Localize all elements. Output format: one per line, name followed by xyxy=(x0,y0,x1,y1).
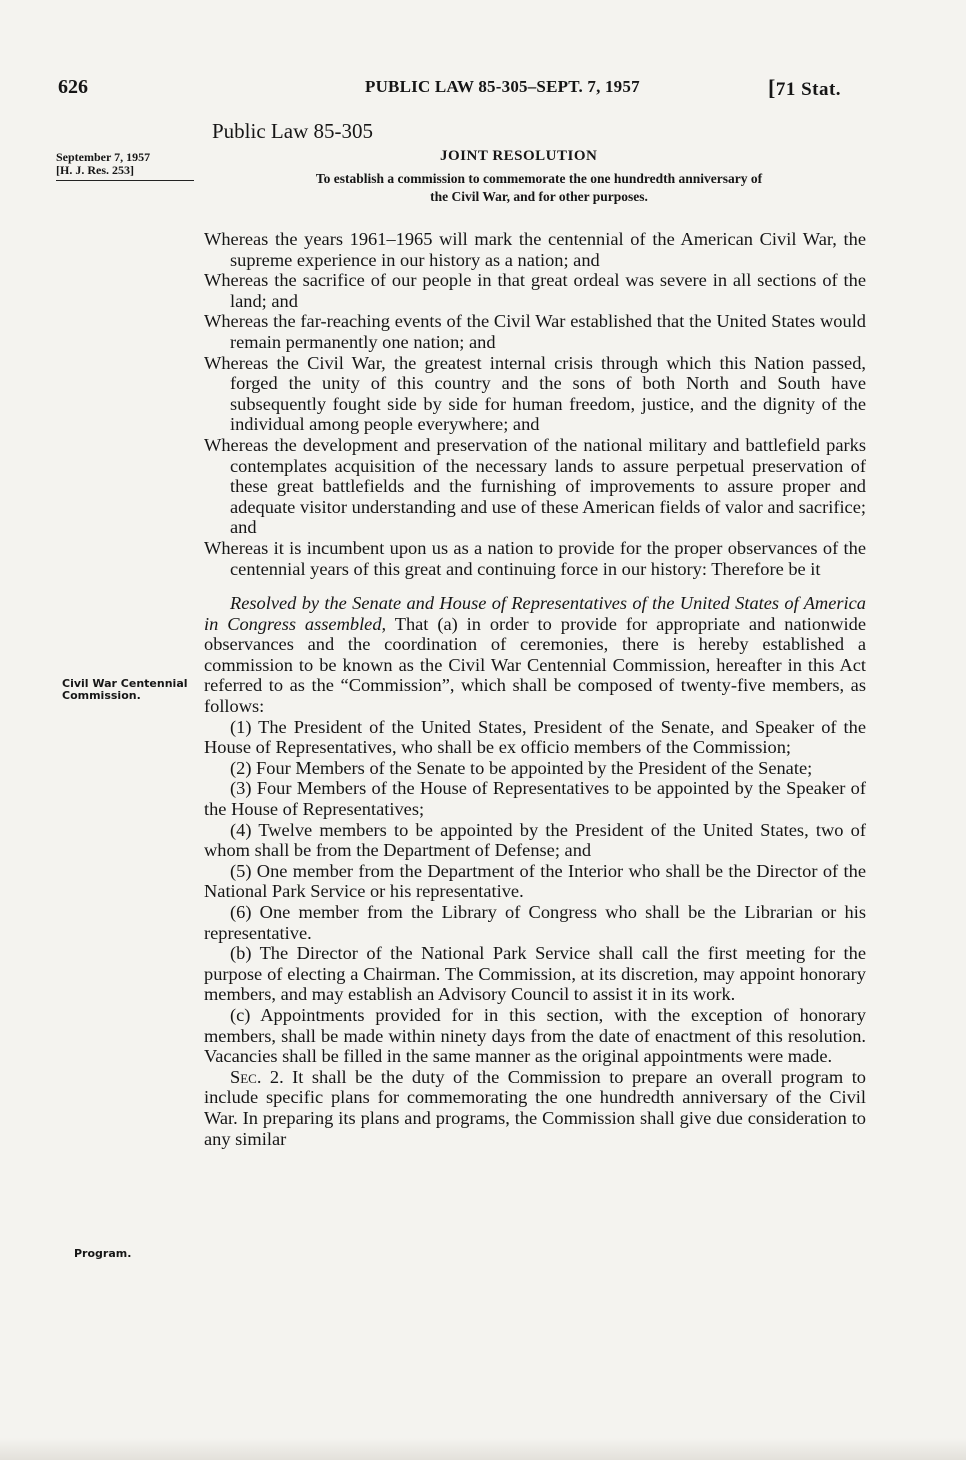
enactment-date: September 7, 1957 xyxy=(56,150,151,164)
purpose-line: To establish a commission to commemorate the one hundredth anniversary of xyxy=(315,171,763,186)
purpose-line: the Civil War, and for other purposes. xyxy=(430,189,648,204)
whereas-clause: Whereas the far-reaching events of the Civil War established that the United States would remain permanently one nation; and xyxy=(204,311,866,352)
section-label: Sec. 2. xyxy=(230,1066,284,1087)
paragraph: (4) Twelve members to be appointed by the President of the United States, two of whom shall be from the Department of Defense; and xyxy=(204,819,866,861)
paragraph: (3) Four Members of the House of Representatives to be appointed by the Speaker of the House of Representatives; xyxy=(204,778,866,820)
statute-reference-text: 71 Stat. xyxy=(775,79,842,100)
bill-number: [H. J. Res. 253] xyxy=(56,163,134,177)
enactment-note xyxy=(56,151,194,181)
purpose-clause xyxy=(208,170,870,206)
section-2 xyxy=(204,1067,866,1149)
page-number: 626 xyxy=(58,76,88,98)
resolution-body xyxy=(204,229,866,1149)
margin-note-civil-war-commission: Civil War Centennial Commission. xyxy=(62,677,188,702)
whereas-clause: Whereas the Civil War, the greatest internal crisis through which this Nation passed, forged the unity of this country and the sons of both North and South have subsequently fought side by side for human freedom, justice, and the dignity of the individual among people everywhere; and xyxy=(204,352,866,435)
statute-bracket: [ xyxy=(768,75,776,100)
whereas-clause: Whereas it is incumbent upon us as a nation to provide for the proper observances of the centennial years of this great and continuing force in our history: Therefore be it xyxy=(204,537,866,579)
statute-reference xyxy=(768,75,841,101)
law-title: Public Law 85-305 xyxy=(212,119,373,143)
divider xyxy=(56,180,194,181)
resolving-text: That (a) in order to provide for appropriate and nationwide observances and the coordination of ceremonies, there is hereby established a commission to be known as the Civil War Centennial Commission, hereafter in this Act referred to as the “Commission”, which shall be composed of twenty-five members, as follows: xyxy=(204,613,866,717)
paragraph: (1) The President of the United States, President of the Senate, and Speaker of the House of Representatives, who shall be ex officio members of the Commission; xyxy=(204,716,866,758)
whereas-clause: Whereas the years 1961–1965 will mark the centennial of the American Civil War, the supreme experience in our history as a nation; and xyxy=(204,229,866,270)
section-text: It shall be the duty of the Commission to prepare an overall program to include specific plans for commemorating the one hundredth anniversary of the Civil War. In preparing its plans and programs, the Commission shall give due consideration to any similar xyxy=(204,1066,867,1149)
paragraph: (6) One member from the Library of Congress who shall be the Librarian or his representative. xyxy=(204,902,866,943)
whereas-clause: Whereas the development and preservation of the national military and battlefield parks contemplates acquisition of the necessary lands to assure perpetual preservation of these great battlefields and the furnishing of improvements to assure proper and adequate visitor understanding and use of these American fields of valor and sacrifice; and xyxy=(204,434,866,538)
scan-edge xyxy=(0,1438,966,1460)
joint-resolution-heading: JOINT RESOLUTION xyxy=(440,148,598,164)
paragraph: (2) Four Members of the Senate to be appointed by the President of the Senate; xyxy=(230,757,813,778)
paragraph: (5) One member from the Department of the Interior who shall be the Director of the National Park Service or his representative. xyxy=(204,860,866,902)
resolving-clause xyxy=(204,593,866,717)
enacting-formula: Resolved by the Senate and House of Representatives of the United States of America in Congress assembled, xyxy=(204,593,866,634)
margin-note-program: Program. xyxy=(74,1247,132,1260)
paragraph: (c) Appointments provided for in this section, with the exception of honorary members, shall be made within ninety days from the date of enactment of this resolution. Vacancies shall be filled in the same manner as the original appointments were made. xyxy=(204,1004,866,1067)
running-head: PUBLIC LAW 85-305–SEPT. 7, 1957 xyxy=(365,77,640,96)
paragraph: (b) The Director of the National Park Service shall call the first meeting for the purpose of electing a Chairman. The Commission, at its discretion, may appoint honorary members, and may establish an Advisory Council to assist it in its work. xyxy=(204,943,866,1005)
whereas-clause: Whereas the sacrifice of our people in that great ordeal was severe in all sections of the land; and xyxy=(204,270,866,311)
